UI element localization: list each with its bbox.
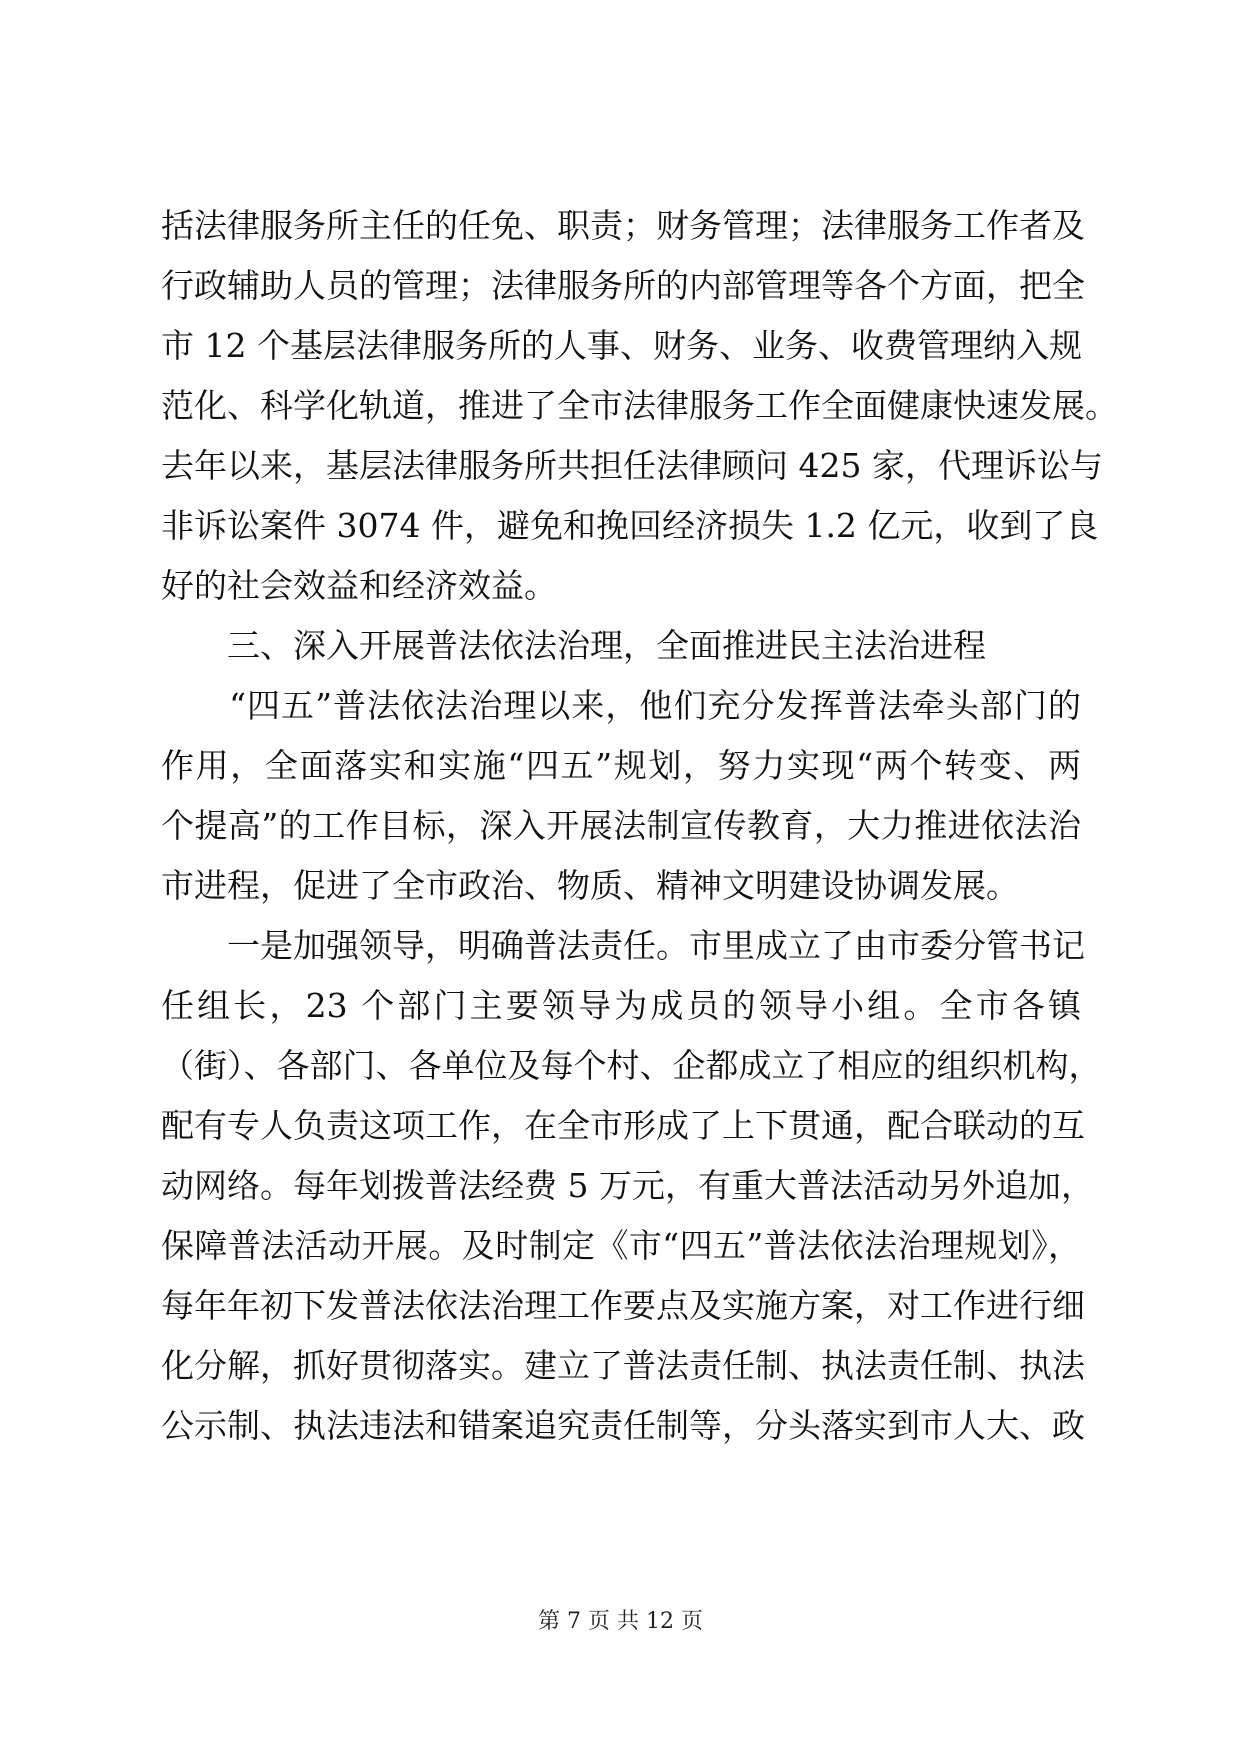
text-line: 保障普法活动开展。及时制定《市“四五”普法依法治理规划》，	[161, 1226, 1081, 1265]
text-line: 化分解，抓好贯彻落实。建立了普法责任制、执法责任制、执法	[161, 1346, 1085, 1385]
text-line: 作用，全面落实和实施“四五”规划，努力实现“两个转变、两	[161, 746, 1081, 785]
text-line: 一是加强领导，明确普法责任。市里成立了由市委分管书记	[161, 926, 1085, 965]
text-line: 个提高”的工作目标，深入开展法制宣传教育，大力推进依法治	[161, 806, 1081, 845]
text-line: 动网络。每年划拨普法经费 5 万元，有重大普法活动另外追加，	[161, 1166, 1094, 1205]
text-line: 市进程，促进了全市政治、物质、精神文明建设协调发展。	[161, 866, 1019, 905]
text-line: 括法律服务所主任的任免、职责；财务管理；法律服务工作者及	[161, 206, 1085, 245]
text-line: 配有专人负责这项工作，在全市形成了上下贯通，配合联动的互	[161, 1106, 1085, 1145]
text-line: “四五”普法依法治理以来，他们充分发挥普法牵头部门的	[161, 686, 1081, 725]
text-line: 好的社会效益和经济效益。	[161, 566, 557, 605]
text-line: 范化、科学化轨道，推进了全市法律服务工作全面健康快速发展。	[161, 386, 1118, 425]
text-line: （街）、各部门、各单位及每个村、企都成立了相应的组织机构，	[161, 1046, 1102, 1085]
page-footer: 第 7 页 共 12 页	[538, 1609, 703, 1634]
section-heading: 三、深入开展普法依法治理，全面推进民主法治进程	[161, 626, 986, 665]
text-line: 市 12 个基层法律服务所的人事、财务、业务、收费管理纳入规	[161, 326, 1082, 365]
text-line: 非诉讼案件 3074 件，避免和挽回经济损失 1.2 亿元，收到了良	[161, 506, 1099, 545]
text-line: 去年以来，基层法律服务所共担任法律顾问 425 家，代理诉讼与	[161, 446, 1103, 485]
text-line: 任组长，23 个部门主要领导为成员的领导小组。全市各镇	[161, 986, 1081, 1025]
text-line: 行政辅助人员的管理；法律服务所的内部管理等各个方面，把全	[161, 266, 1085, 305]
text-line: 每年年初下发普法依法治理工作要点及实施方案，对工作进行细	[161, 1286, 1085, 1325]
text-line: 公示制、执法违法和错案追究责任制等，分头落实到市人大、政	[161, 1406, 1085, 1445]
